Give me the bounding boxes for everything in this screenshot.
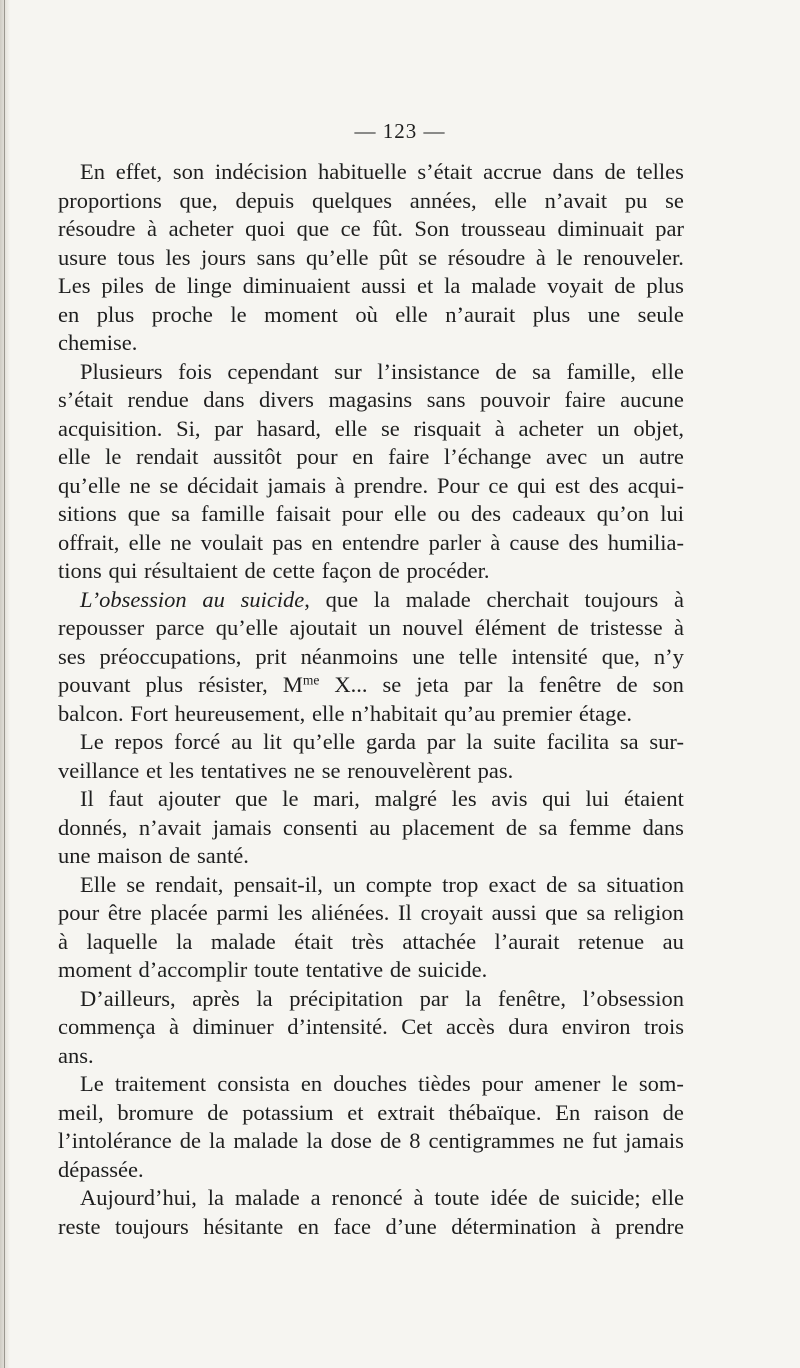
text-line: meil, bromure de potassium et extrait thébaïque. En raison de	[58, 1099, 684, 1125]
text-line: reste toujours hésitante en face d’une détermination à prendre	[58, 1213, 684, 1239]
text-line: L’obsession au suicide, que la malade cherchait toujours à	[80, 586, 684, 612]
paragraph	[58, 358, 684, 586]
text-line: usure tous les jours sans qu’elle pût se résoudre à le renouveler.	[58, 244, 684, 270]
paragraph	[58, 1184, 684, 1241]
text-line: sitions que sa famille faisait pour elle ou des cadeaux qu’on lui	[58, 501, 684, 526]
text-line: proportions que, depuis quelques années, elle n’avait pu se	[58, 187, 684, 213]
text-line: commença à diminuer d’intensité. Cet accès dura environ trois	[58, 1014, 684, 1039]
text-line: veillance et les tentatives ne se renouvelèrent pas.	[58, 757, 514, 783]
paragraph	[58, 158, 684, 358]
text-line: tions qui résultaient de cette façon de procéder.	[58, 558, 490, 583]
paragraph	[58, 586, 684, 729]
paragraph	[58, 1070, 684, 1184]
paragraph	[58, 871, 684, 985]
text-line: ans.	[58, 1042, 94, 1068]
paragraph	[58, 728, 684, 785]
body-text	[58, 158, 684, 1241]
text-line: elle le rendait aussitôt pour en faire l’échange avec un autre	[58, 444, 684, 469]
text-line: Les piles de linge diminuaient aussi et la malade voyait de plus	[58, 273, 684, 298]
text-line: moment d’accomplir toute tentative de suicide.	[58, 957, 488, 982]
text-line: Le repos forcé au lit qu’elle garda par la suite facilita sa sur-	[80, 729, 684, 754]
text-line: Aujourd’hui, la malade a renoncé à toute idée de suicide; elle	[80, 1185, 684, 1210]
text-line: résoudre à acheter quoi que ce fût. Son trousseau diminuait par	[58, 216, 684, 241]
text-line: Elle se rendait, pensait-il, un compte trop exact de sa situation	[80, 871, 684, 897]
paragraph	[58, 985, 684, 1071]
text-line: s’était rendue dans divers magasins sans pouvoir faire aucune	[58, 387, 684, 412]
page-edge-line	[4, 0, 5, 1368]
text-line: En effet, son indécision habituelle s’était accrue dans de telles	[80, 159, 684, 184]
text-line: repousser parce qu’elle ajoutait un nouvel élément de tristesse à	[58, 615, 684, 640]
text-line: pour être placée parmi les aliénées. Il croyait aussi que sa religion	[58, 900, 684, 925]
text-line: D’ailleurs, après la précipitation par la fenêtre, l’obsession	[80, 985, 684, 1011]
paragraph	[58, 785, 684, 871]
text-line: offrait, elle ne voulait pas en entendre parler à cause des humilia-	[58, 529, 684, 555]
text-line: donnés, n’avait jamais consenti au placement de sa femme dans	[58, 814, 684, 840]
text-line: acquisition. Si, par hasard, elle se risquait à acheter un objet,	[58, 415, 684, 441]
text-line: une maison de santé.	[58, 843, 249, 868]
text-line: Le traitement consista en douches tièdes pour amener le som-	[80, 1071, 684, 1096]
text-line: Il faut ajouter que le mari, malgré les avis qui lui étaient	[80, 786, 684, 811]
page-number: — 123 —	[354, 119, 446, 143]
text-line: l’intolérance de la malade la dose de 8 centigrammes ne fut jamais	[58, 1128, 684, 1153]
text-line: Plusieurs fois cependant sur l’insistance de sa famille, elle	[80, 358, 684, 384]
page-edge-shadow	[0, 0, 10, 1368]
text-line: dépassée.	[58, 1156, 144, 1182]
text-line: à laquelle la malade était très attachée l’aurait retenue au	[58, 928, 684, 954]
text-line: ses préoccupations, prit néanmoins une telle intensité que, n’y	[58, 643, 684, 669]
text-line: pouvant plus résister, $M^{me}$ X... se jeta par la fenêtre de son	[58, 672, 684, 697]
text-line: en plus proche le moment où elle n’aurait plus une seule	[58, 301, 684, 327]
text-line: qu’elle ne se décidait jamais à prendre. Pour ce qui est des acqui-	[58, 472, 684, 498]
text-line: balcon. Fort heureusement, elle n’habitait qu’au premier étage.	[58, 700, 632, 726]
text-line: chemise.	[58, 330, 138, 355]
